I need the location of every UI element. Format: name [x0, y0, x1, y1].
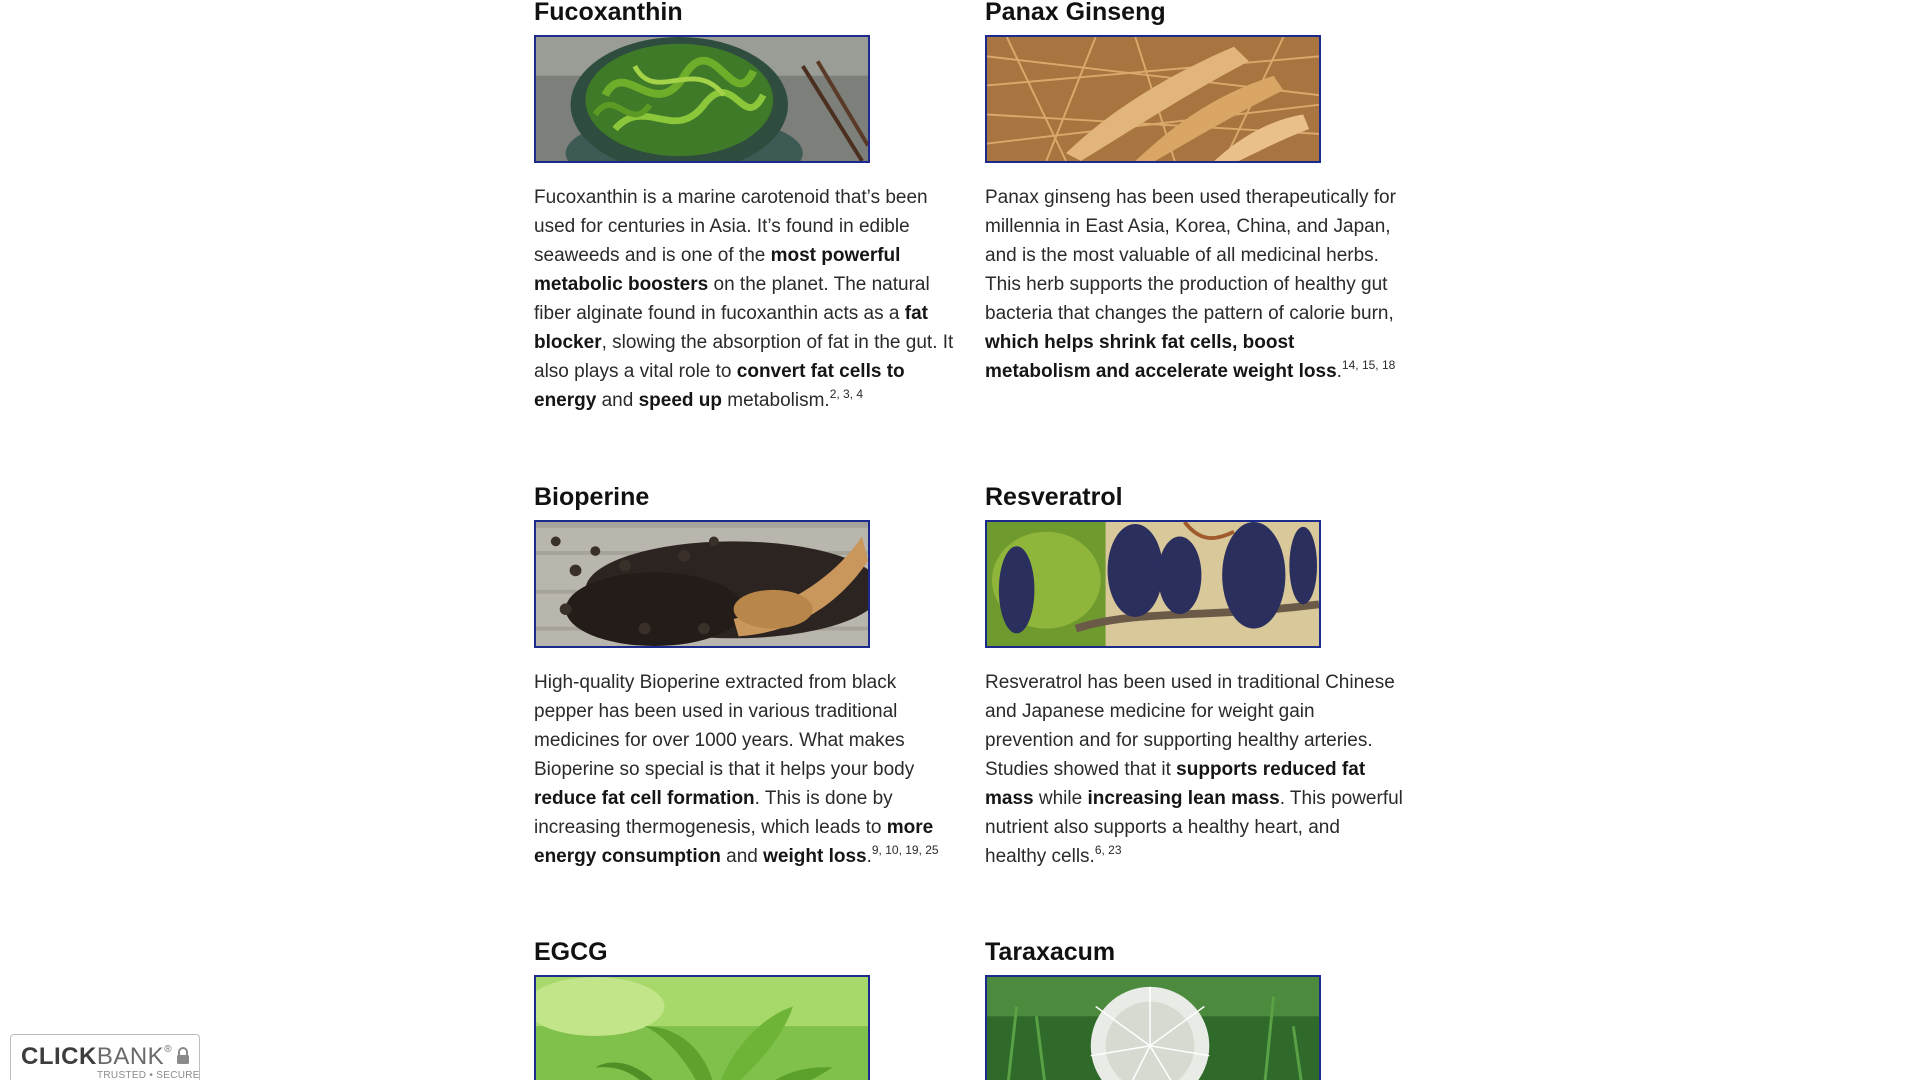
clickbank-logo	[21, 1043, 172, 1071]
section-title: Resveratrol	[985, 483, 1123, 511]
body-text: .	[866, 846, 872, 867]
body-text: .	[1336, 361, 1342, 382]
section-title: Taraxacum	[985, 938, 1116, 966]
section-title: Bioperine	[534, 483, 650, 511]
reference-superscript: 14, 15, 18	[1341, 358, 1396, 372]
clickbank-tagline: TRUSTED • SECURE	[97, 1070, 200, 1080]
body-text: . This is done by increasing thermogenesis, which leads to	[534, 788, 893, 838]
registered-mark: ®	[164, 1044, 173, 1055]
body-text: High-quality Bioperine extracted from black pepper has been used in various traditional medicines for over 1000 years. What makes Bioperine so special is that it helps your body	[534, 672, 915, 780]
body-text: metabolism.	[721, 390, 830, 411]
reference-superscript: 6, 23	[1094, 843, 1122, 857]
lock-icon	[175, 1047, 191, 1065]
emphasis-text: most powerful metabolic boosters	[534, 245, 901, 295]
body-text: Panax ginseng has been used therapeutically for millennia in East Asia, Korea, China, and Japan, and is the most valuable of all medicinal herbs. This herb supports the production of healthy gut bacteria that changes the pattern of calorie burn,	[985, 187, 1396, 324]
body-text: and	[720, 846, 764, 867]
section-title: Panax Ginseng	[985, 0, 1166, 26]
section-title: EGCG	[534, 938, 608, 966]
body-text: while	[1033, 788, 1088, 809]
body-text: . This powerful nutrient also supports a healthy heart, and healthy cells.	[985, 788, 1403, 867]
section-panax-ginseng	[985, 0, 1405, 382]
section-title: Fucoxanthin	[534, 0, 683, 26]
emphasis-text: fat blocker	[534, 303, 928, 353]
panax-ginseng-description	[985, 183, 1405, 386]
emphasis-text: reduce fat cell formation	[534, 788, 755, 809]
resveratrol-description	[985, 668, 1405, 871]
body-text: on the planet. The natural fiber alginate found in fucoxanthin acts as a	[534, 274, 930, 324]
section-egcg	[534, 937, 954, 967]
emphasis-text: increasing lean mass	[1087, 788, 1280, 809]
taraxacum-image	[985, 975, 1321, 1080]
egcg-image	[534, 975, 870, 1080]
fucoxanthin-description	[534, 183, 954, 415]
clickbank-logo-light: BANK	[96, 1043, 165, 1070]
emphasis-text: weight loss	[763, 846, 867, 867]
reference-superscript: 2, 3, 4	[829, 387, 864, 401]
bioperine-description	[534, 668, 954, 871]
fucoxanthin-image	[534, 35, 870, 163]
panax-ginseng-image	[985, 35, 1321, 163]
clickbank-logo-bold: CLICK	[21, 1043, 97, 1070]
section-taraxacum	[985, 937, 1405, 967]
emphasis-text: speed up	[638, 390, 722, 411]
reference-superscript: 9, 10, 19, 25	[871, 843, 939, 857]
body-text: Resveratrol has been used in traditional Chinese and Japanese medicine for weight gain prevention and for supporting healthy arteries. Studies showed that it	[985, 672, 1395, 780]
section-bioperine	[534, 482, 954, 867]
emphasis-text: convert fat cells to energy	[534, 361, 905, 411]
clickbank-badge[interactable]	[10, 1034, 200, 1080]
body-text: Fucoxanthin is a marine carotenoid that’s been used for centuries in Asia. It’s found in edible seaweeds and is one of the	[534, 187, 928, 266]
resveratrol-image	[985, 520, 1321, 648]
body-text: , slowing the absorption of fat in the gut. It also plays a vital role to	[534, 332, 954, 382]
bioperine-image	[534, 520, 870, 648]
emphasis-text: which helps shrink fat cells, boost metabolism and accelerate weight loss	[985, 332, 1337, 382]
section-resveratrol	[985, 482, 1405, 867]
section-fucoxanthin	[534, 0, 954, 411]
emphasis-text: more energy consumption	[534, 817, 934, 867]
emphasis-text: supports reduced fat mass	[985, 759, 1366, 809]
body-text: and	[596, 390, 639, 411]
